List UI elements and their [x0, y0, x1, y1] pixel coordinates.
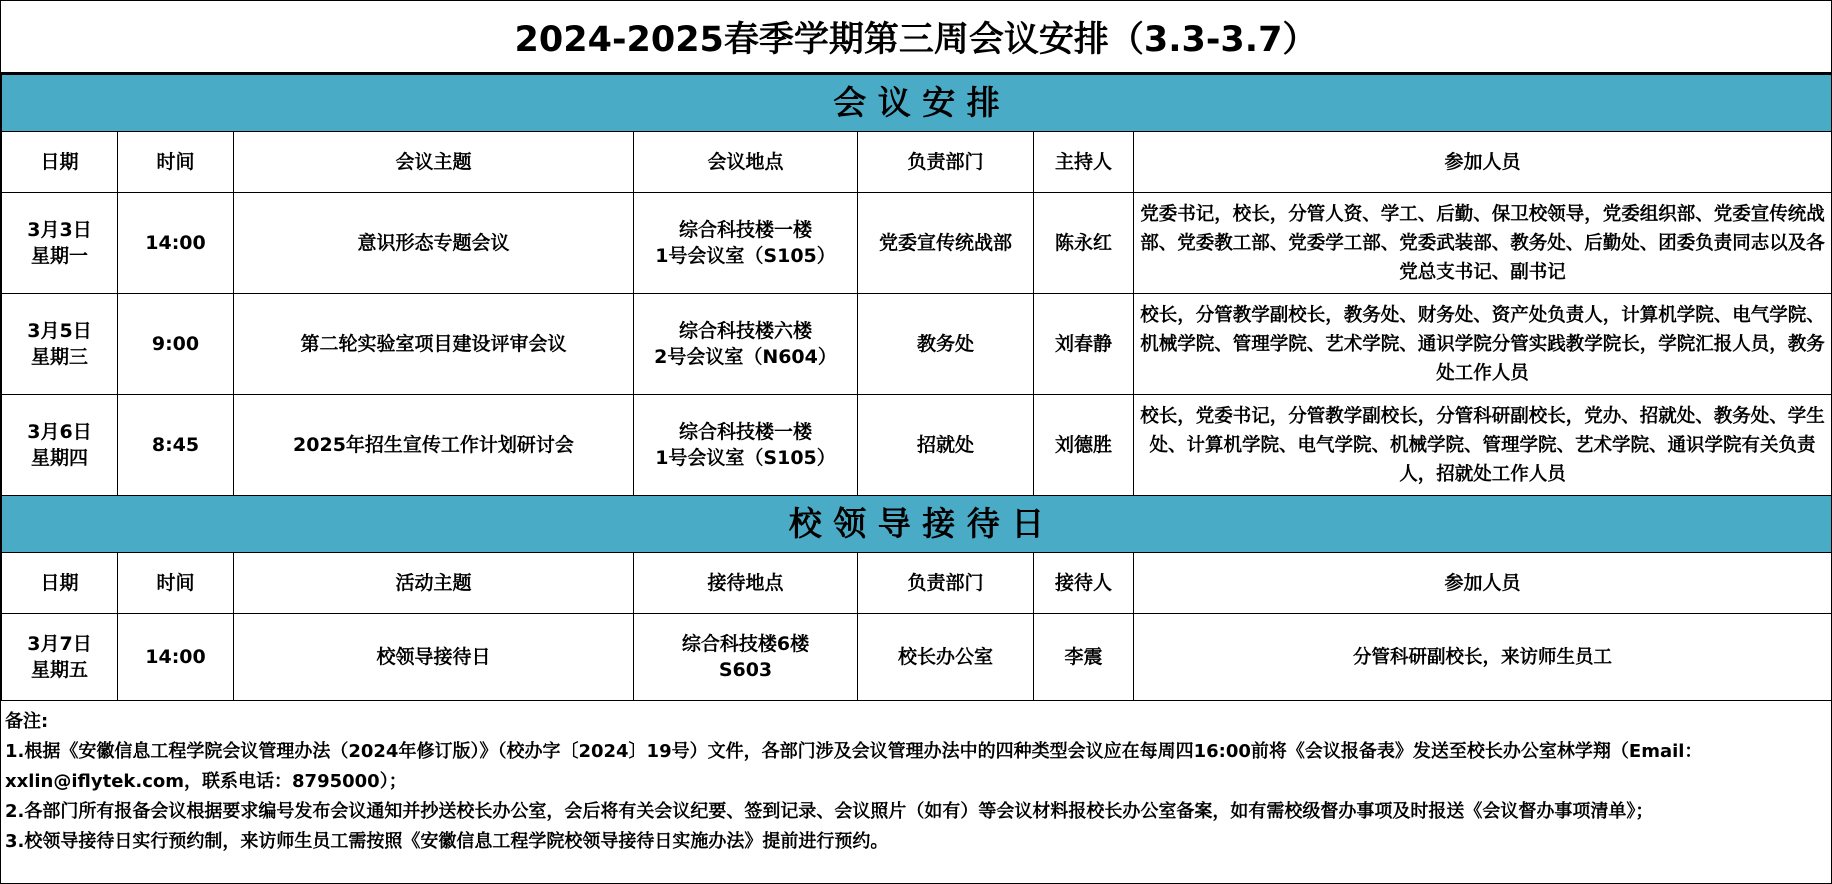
header-date: 日期: [2, 553, 118, 614]
department-cell: 教务处: [858, 294, 1034, 395]
header-time: 时间: [118, 553, 234, 614]
header-topic: 会议主题: [234, 132, 634, 193]
note-line: 3.校领导接待日实行预约制，来访师生员工需按照《安徽信息工程学院校领导接待日实施办法》提前进行预约。: [5, 831, 889, 852]
reception-header-row: [2, 553, 1832, 614]
time-cell: 14:00: [118, 193, 234, 294]
weekday: 星期五: [30, 659, 88, 681]
attendees-cell: 校长，党委书记，分管教学副校长，分管科研副校长，党办、招就处、教务处、学生处、计算机学院、电气学院、机械学院、管理学院、艺术学院、通识学院有关负责人，招就处工作人员: [1134, 395, 1832, 496]
schedule-table: [1, 74, 1832, 701]
location-room: 1号会议室（S105）: [655, 245, 836, 267]
header-location: 会议地点: [634, 132, 858, 193]
meetings-header-row: [2, 132, 1832, 193]
location-building: 综合科技楼6楼: [681, 633, 810, 655]
date-cell: [2, 614, 118, 701]
header-reception-location: 接待地点: [634, 553, 858, 614]
table-row: [2, 395, 1832, 496]
table-row: [2, 193, 1832, 294]
location-cell: [634, 294, 858, 395]
table-row: [2, 294, 1832, 395]
header-activity-topic: 活动主题: [234, 553, 634, 614]
department-cell: 招就处: [858, 395, 1034, 496]
table-row: [2, 614, 1832, 701]
notes-section: [1, 701, 1831, 857]
attendees-cell: 分管科研副校长，来访师生员工: [1134, 614, 1832, 701]
header-attendees: 参加人员: [1134, 553, 1832, 614]
time-cell: 14:00: [118, 614, 234, 701]
header-department: 负责部门: [858, 132, 1034, 193]
location-building: 综合科技楼一楼: [678, 219, 812, 241]
time-cell: 9:00: [118, 294, 234, 395]
date: 3月3日: [27, 219, 92, 241]
date: 3月6日: [27, 421, 92, 443]
meetings-band: [2, 75, 1832, 132]
attendees-cell: 校长，分管教学副校长，教务处、财务处、资产处负责人，计算机学院、电气学院、机械学院、管理学院、艺术学院、通识学院分管实践教学院长，学院汇报人员，教务处工作人员: [1134, 294, 1832, 395]
note-line: 1.根据《安徽信息工程学院会议管理办法（2024年修订版）》（校办字〔2024〕19号）文件，各部门涉及会议管理办法中的四种类型会议应在每周四16:00前将《会议报备表》发送至校长办公室林学翔（Email：xxlin@iflytek.com，联系电话：8795000）；: [5, 741, 1703, 792]
host-cell: 陈永红: [1034, 193, 1134, 294]
location-cell: [634, 193, 858, 294]
topic-cell: 2025年招生宣传工作计划研讨会: [234, 395, 634, 496]
header-department: 负责部门: [858, 553, 1034, 614]
location-room: S603: [718, 659, 773, 681]
header-receiver: 接待人: [1034, 553, 1134, 614]
location-room: 2号会议室（N604）: [654, 346, 837, 368]
date-cell: [2, 193, 118, 294]
location-cell: [634, 614, 858, 701]
date: 3月5日: [27, 320, 92, 342]
weekday: 星期一: [30, 245, 88, 267]
date-cell: [2, 294, 118, 395]
weekday: 星期三: [30, 346, 88, 368]
weekday: 星期四: [30, 447, 88, 469]
location-building: 综合科技楼六楼: [678, 320, 812, 342]
meetings-band-title: 会 议 安 排: [2, 75, 1832, 132]
location-cell: [634, 395, 858, 496]
header-time: 时间: [118, 132, 234, 193]
header-host: 主持人: [1034, 132, 1134, 193]
notes-label: 备注:: [5, 711, 49, 732]
department-cell: 校长办公室: [858, 614, 1034, 701]
host-cell: 李震: [1034, 614, 1134, 701]
header-attendees: 参加人员: [1134, 132, 1832, 193]
attendees-cell: 党委书记，校长，分管人资、学工、后勤、保卫校领导，党委组织部、党委宣传统战部、党委教工部、党委学工部、党委武装部、教务处、后勤处、团委负责同志以及各党总支书记、副书记: [1134, 193, 1832, 294]
note-line: 2.各部门所有报备会议根据要求编号发布会议通知并抄送校长办公室，会后将有关会议纪要、签到记录、会议照片（如有）等会议材料报校长办公室备案，如有需校级督办事项及时报送《会议督办事项清单》；: [5, 801, 1654, 822]
topic-cell: 校领导接待日: [234, 614, 634, 701]
topic-cell: 第二轮实验室项目建设评审会议: [234, 294, 634, 395]
reception-band: [2, 496, 1832, 553]
time-cell: 8:45: [118, 395, 234, 496]
host-cell: 刘春静: [1034, 294, 1134, 395]
reception-band-title: 校 领 导 接 待 日: [2, 496, 1832, 553]
location-building: 综合科技楼一楼: [678, 421, 812, 443]
topic-cell: 意识形态专题会议: [234, 193, 634, 294]
host-cell: 刘德胜: [1034, 395, 1134, 496]
page-title: 2024-2025春季学期第三周会议安排（3.3-3.7）: [1, 1, 1831, 74]
header-date: 日期: [2, 132, 118, 193]
date-cell: [2, 395, 118, 496]
date: 3月7日: [27, 633, 92, 655]
department-cell: 党委宣传统战部: [858, 193, 1034, 294]
location-room: 1号会议室（S105）: [655, 447, 836, 469]
